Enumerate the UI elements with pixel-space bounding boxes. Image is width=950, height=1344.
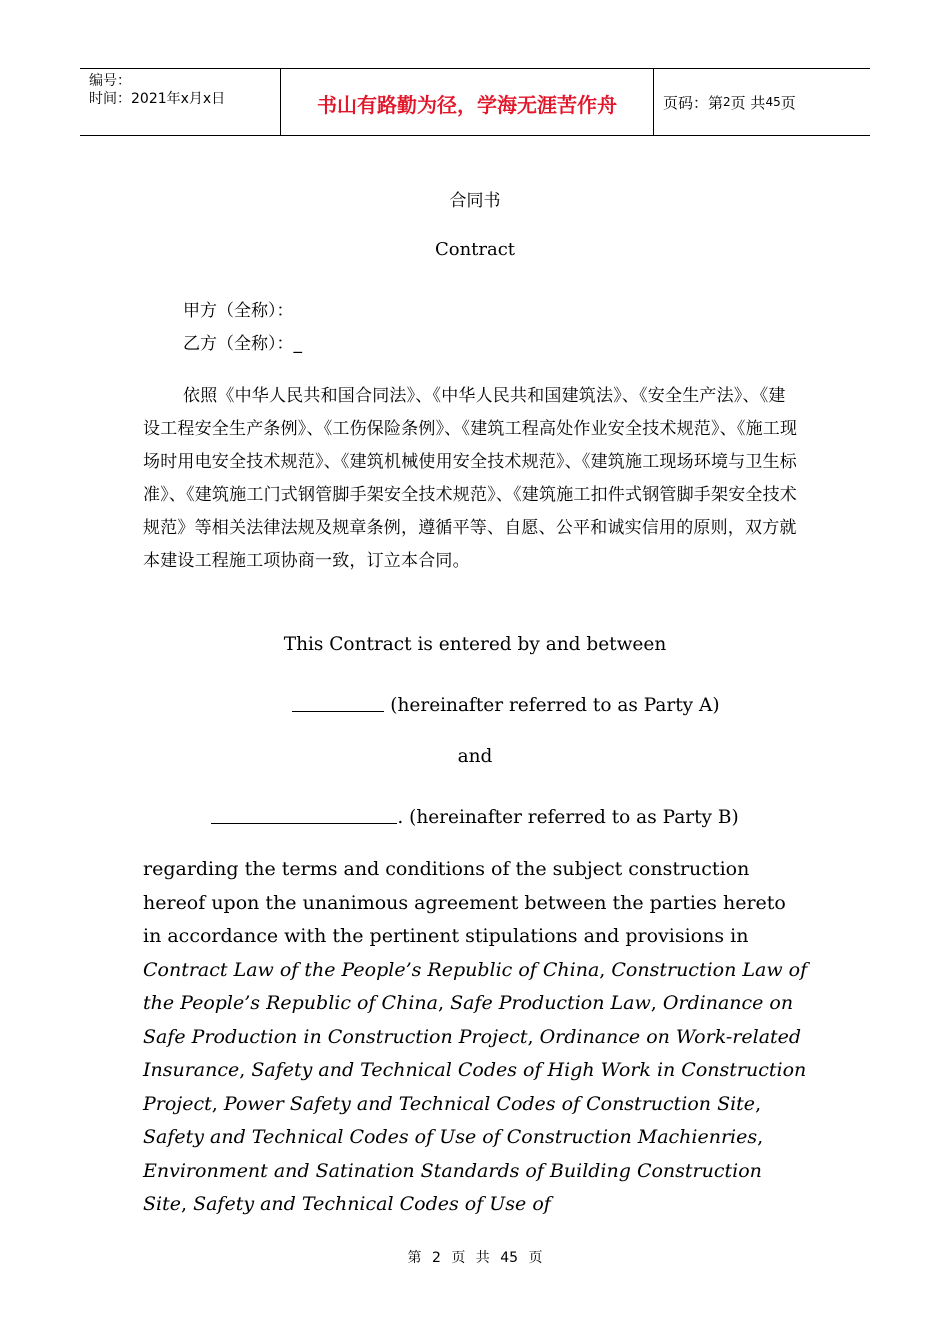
party-b-english-text: (hereinafter referred to as Party B) [403, 807, 739, 828]
page-header [80, 68, 870, 136]
party-b-label: 乙方（全称）：_ [183, 334, 302, 354]
separator: , [527, 1025, 540, 1048]
english-intro-line: This Contract is entered by and between [283, 634, 667, 655]
page-suffix: 页 [780, 93, 796, 112]
party-a-english-line [0, 690, 950, 716]
separator: , [755, 1092, 762, 1115]
law-title-9: Environment and Satination Standards of Building Construction Site [143, 1159, 762, 1215]
law-title-10: Safety and Technical Codes of Use of [193, 1193, 551, 1215]
law-title-6: Safety and Technical Codes of High Work in Construction Project [143, 1059, 807, 1115]
party-b-name-blank [211, 803, 397, 824]
separator: , [180, 1193, 194, 1215]
page-mid: 页 共 [730, 93, 766, 112]
english-paragraph-lead: regarding the terms and conditions of the subject construction hereof upon the unanimous agreement between the parties hereto in accordance with the pertinent stipulations and provisions in [143, 858, 786, 947]
header-motto: 书山有路勤为径，学海无涯苦作舟 [281, 69, 654, 135]
page-footer [0, 1247, 950, 1267]
separator: , [211, 1092, 224, 1115]
page-current-number: 2 [723, 95, 731, 109]
separator: , [239, 1059, 252, 1081]
page-prefix: 页码：第 [663, 93, 724, 112]
law-title-1: Contract Law of the People’s Republic of China [143, 958, 600, 981]
party-b-blank-dot: . [397, 807, 404, 828]
page-total-number: 45 [765, 95, 781, 109]
law-title-8: Safety and Technical Codes of Use of Construction Machienries [143, 1126, 758, 1148]
contract-title-english: Contract [434, 239, 516, 260]
party-b-english-line [0, 802, 950, 828]
law-title-2: Construction Law of the People’s Republic of China [143, 958, 808, 1014]
law-title-5: Ordinance on Work-related Insurance [143, 1025, 802, 1081]
footer-page-total: 45 [500, 1250, 519, 1266]
party-a-label: 甲方（全称）： [183, 301, 294, 321]
header-page-info [654, 69, 870, 135]
separator: , [650, 992, 663, 1014]
chinese-preamble-paragraph: 依照《中华人民共和国合同法》、《中华人民共和国建筑法》、《安全生产法》、《建设工程安全生产条例》、《工伤保险条例》、《建筑工程高处作业安全技术规范》、《施工现场时用电安全技术规范》、《建筑机械使用安全技术规范》、《建筑施工现场环境与卫生标准》、《建筑施工门式钢管脚手架安全技术规范》、《建筑施工扣件式钢管脚手架安全技术规范》等相关法律法规及规章条例，遵循平等、自愿、公平和诚实信用的原则，双方就本建设工程施工项协商一致，订立本合同。 [143, 386, 798, 571]
separator: , [599, 958, 612, 981]
separator: , [757, 1126, 764, 1148]
footer-label-gong: 共 [475, 1250, 490, 1266]
english-preamble-paragraph [143, 853, 808, 1222]
and-line: and [457, 746, 493, 767]
contract-title-chinese: 合同书 [449, 191, 501, 211]
separator: , [437, 992, 451, 1014]
law-title-7: Power Safety and Technical Codes of Construction Site [223, 1092, 756, 1115]
footer-label-di: 第 [407, 1250, 422, 1266]
party-a-name-blank [292, 691, 384, 712]
footer-label-ye: 页 [451, 1250, 466, 1266]
party-a-english-text: (hereinafter referred to as Party A) [384, 695, 720, 716]
footer-page-current: 2 [431, 1250, 441, 1266]
header-meta [80, 69, 281, 135]
law-title-4: Ordinance on Safe Production in Construction Project [143, 992, 794, 1048]
law-title-3: Safe Production Law [450, 992, 651, 1014]
document-time: 时间：2021年x月x日 [89, 91, 226, 107]
footer-label-ye2: 页 [528, 1250, 543, 1266]
document-number-label: 编号： [89, 73, 131, 89]
